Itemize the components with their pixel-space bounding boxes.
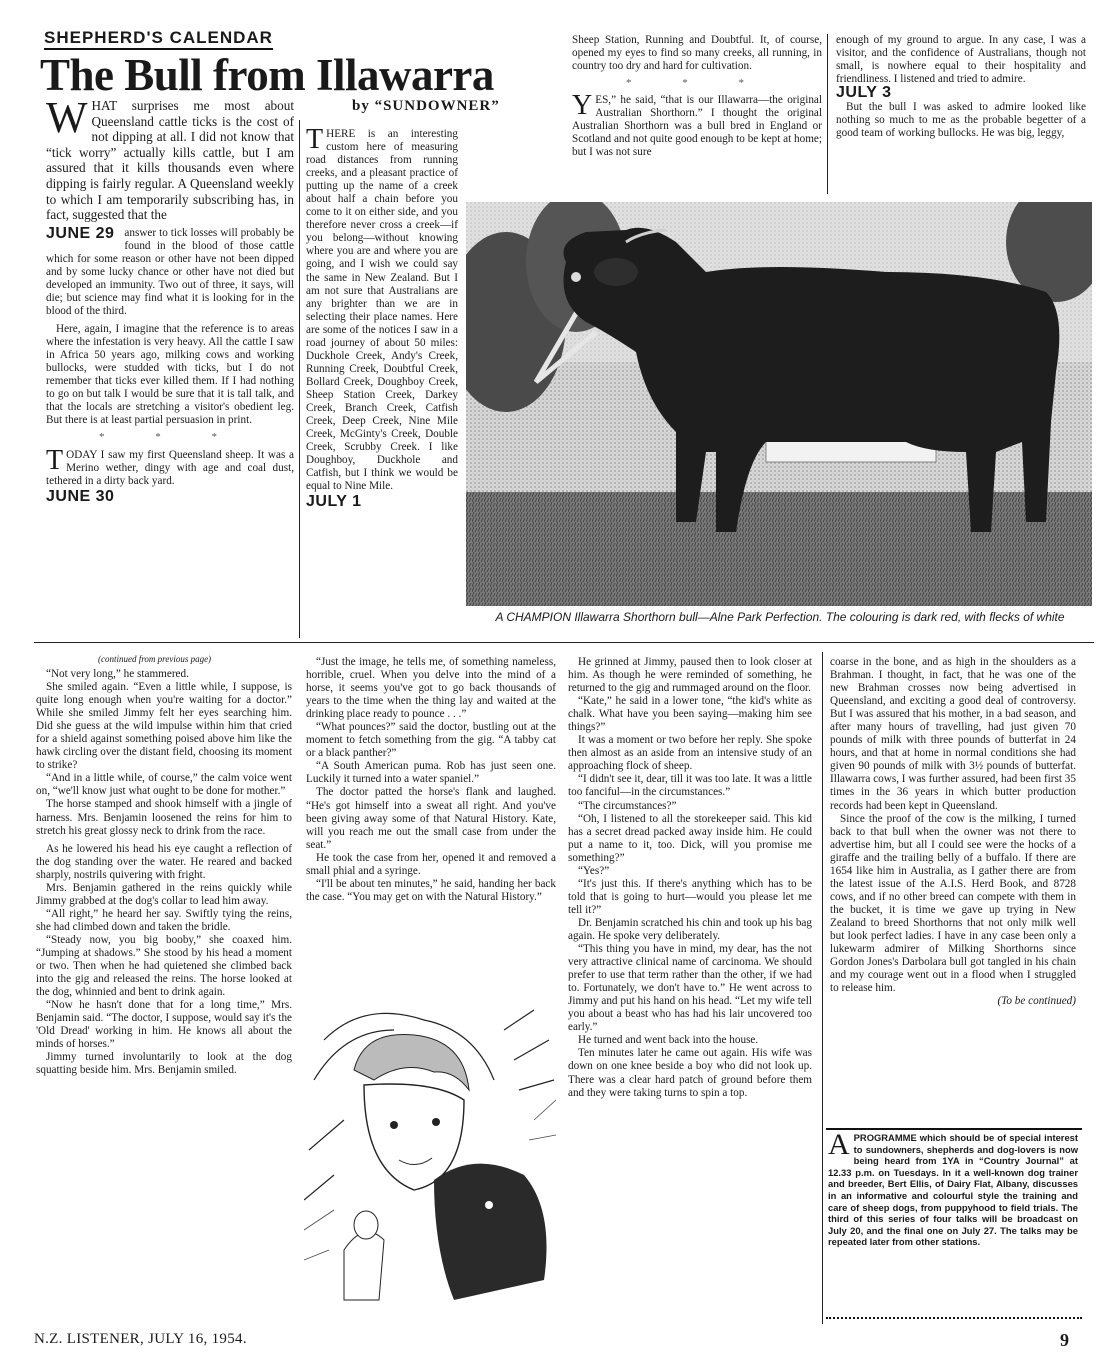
paragraph: enough of my ground to argue. In any case, I was a visitor, and the confidence of Australians, though not small, is nowhere equal to their hospitality and friendliness. I listened and tried to admire. — [836, 34, 1086, 86]
column-rule — [827, 34, 828, 194]
programme-promo — [828, 1128, 1078, 1248]
bull-photo — [466, 202, 1092, 606]
paragraph: The doctor patted the horse's flank and laughed. “He's got himself into a sweat all right. And you've been giving away some of that Natural History. Kate, will you reach me out the small case from under the seat.” — [306, 786, 556, 851]
column-rule — [822, 652, 823, 1324]
paragraph: “Now he hasn't done that for a long time,” Mrs. Benjamin said. “The doctor, I suppose, would say it's the 'Old Dread' working in him. He knows all about the minds of horses.” — [36, 999, 292, 1051]
section-divider: * * * — [99, 431, 241, 444]
paragraph: “Oh, I listened to all the storekeeper said. This kid has a secret dread packed away inside him. He could put a name to it, too. Dick, will you promise me something?” — [568, 812, 812, 864]
column-4-continued — [830, 656, 1076, 1008]
paragraph: “And in a little while, of course,” the calm voice went on, “we'll know just what ought to be done for mother.” — [36, 772, 292, 798]
paragraph: She smiled again. “Even a little while, I suppose, is quite long enough when you're waiting for a doctor.” While she smiled Jimmy felt her eyes searching him. Did she guess at the wild impulse within him that cried for a shield against something poised above him like the hawk circling over the distant field, choosing its moment to strike? — [36, 681, 292, 772]
drop-cap: Y — [572, 90, 593, 122]
drop-cap: T — [306, 124, 324, 155]
photo-caption: A CHAMPION Illawarra Shorthorn bull—Alne Park Perfection. The colouring is dark red, with flecks of white — [495, 610, 1065, 624]
boy-and-dog-illustration — [304, 1000, 556, 1308]
paragraph: “Steady now, you big booby,” she coaxed him. “Jumping at shadows.” She stood by his head a moment or two. Then when he had quietened she climbed back into the gig and released the reins. The horse looked at the dog, whinnied and bent to drink again. — [36, 933, 292, 999]
paragraph: Here, again, I imagine that the reference is to areas where the infestation is very heavy. All the cattle I saw in Africa 50 years ago, milking cows and working bullocks, were studded with ticks, but I do not remember that ticks ever killed them. If I had nothing to go on but talk I would be sure that it is tall talk, and that the locals are stretching a visitor's obedient leg. But there is at least partial persuasion in print. — [46, 323, 294, 427]
date-heading: JUNE 30 — [46, 487, 115, 505]
story-column-2 — [306, 656, 556, 904]
story-column-1 — [36, 668, 292, 1077]
paragraph: Mrs. Benjamin gathered in the reins quickly while Jimmy grabbed at the dog's collar to lead him away. — [36, 881, 292, 907]
paragraph: As he lowered his head his eye caught a reflection of the dog standing over the water. He reared and backed sharply, nostrils quivering with fright. — [36, 842, 292, 881]
paragraph: “I'll be about ten minutes,” he said, handing her back the case. “You may get on with the Natural History.” — [306, 877, 556, 903]
paragraph: Sheep Station, Running and Doubtful. It, of course, opened my eyes to find so many creeks, all running, in country too dry and hard for cultivation. — [572, 34, 822, 73]
paragraph: Ten minutes later he came out again. His wife was down on one knee beside a boy who did not look up. There was a clear hard patch of ground before them and they were taking turns to spin a top. — [568, 1047, 812, 1099]
column-2 — [306, 124, 458, 511]
drop-cap: W — [46, 93, 88, 142]
paragraph: HERE is an interesting custom here of measuring road distances from running creeks, and a pleasant practice of putting up the name of a creek about half a chain before you come to it on either side, and you therefore never cross a creek—if you belong—without knowing where you are and where you are going, and I wish we could say the same in New Zealand. But I am not sure that Australians are any brighter than we are in selecting their place names. Here are some of the notices I saw in a road journey of about 50 miles: Duckhole Creek, Andy's Creek, Running Creek, Doubtful Creek, Bollard Creek, Doughboy Creek, Sheep Station Creek, Darkey Creek, Branch Creek, Catfish Creek, Deep Creek, Nine Mile Creek, McGinty's Creek, Double Creek, Scrubby Creek. I like Doughboy, Duckhole and Catfish, but I think we would be equal to Nine Mile. — [306, 128, 458, 493]
paragraph: Dr. Benjamin scratched his chin and took up his bag again. He spoke very deliberately. — [568, 916, 812, 942]
paragraph: “Not very long,” he stammered. — [46, 668, 189, 680]
date-heading: JUNE 29 — [46, 224, 115, 242]
paragraph: He took the case from her, opened it and removed a small phial and a syringe. — [306, 851, 556, 877]
illustration-icon — [304, 1000, 556, 1308]
paragraph: Since the proof of the cow is the milking, I turned back to that bull when the owner was not there to advertise him, but all I could see were the hocks of a giraffe and the trailing belly of a buffalo. If there are 1654 like him in Australia, as I gather there are from the latest issue of the A.I.S. Herd Book, and 8728 cows, and if no other breed can compete with them in the bucket, it is time we gave up trying in New Zealand to breed Shorthorns that not only milk well but look perfect ladies. I have in any case been only a lukewarm admirer of Milking Shorthorns since Gordon Jones's Darbolara bull got tangled in his chain and my courage went out in a flood when I struggled to release him. — [830, 812, 1076, 995]
drop-cap: T — [46, 444, 64, 476]
paragraph: coarse in the bone, and as high in the shoulders as a Brahman. I thought, in fact, that he was one of the new Brahman crosses now being advertised in Queensland, and exciting a good deal of controversy. But I was assured that his mother, in a bad season, and after many hours of travelling, had just given 70 pounds of milk with three pounds of butterfat in 24 hours, and that at home in normal conditions she had given 90 pounds of milk with 3½ pounds of butterfat. Illawarra cows, I was further assured, had been first 35 times in the 36 years in which butter production records had been kept in Queensland. — [830, 656, 1076, 812]
date-heading: JULY 1 — [306, 493, 362, 511]
paragraph: “All right,” he heard her say. Swiftly tying the reins, she had climbed down and taken the bridle. — [36, 907, 292, 933]
paragraph: “A South American puma. Rob has just seen one. Luckily it turned into a water spaniel.” — [306, 760, 556, 786]
to-be-continued: (To be continued) — [997, 995, 1076, 1008]
paragraph: answer to tick losses will probably be found in the blood of those cattle which for some reason or other have not been dipped and by some lucky chance or other have not died but developed an immunity. Two out of three, it says, will die; but science may find what it is looking for in the blood of the third. — [46, 226, 294, 318]
column-3 — [572, 34, 822, 159]
section-kicker: SHEPHERD'S CALENDAR — [44, 28, 273, 50]
paragraph: Jimmy turned involuntarily to look at the dog squatting beside him. Mrs. Benjamin smiled. — [36, 1051, 292, 1077]
paragraph: ODAY I saw my first Queensland sheep. It was a Merino wether, dingy with age and coal dust, tethered in a dirty back yard. — [46, 448, 294, 487]
promo-bottom-border — [826, 1317, 1082, 1319]
paragraph: “This thing you have in mind, my dear, has the not very attractive clinical name of carcinoma. We should prefer to use that term rather than the other, if we had to. Fortunately, we don't have to.” He went across to Jimmy and put his hand on his head. “Let my wife tell you about a beast who has had his lair uncovered too early.” — [568, 943, 812, 1034]
paragraph: “I didn't see it, dear, till it was too late. It was a little too fanciful—in the circumstances.” — [568, 773, 812, 799]
divider-rule — [34, 642, 1094, 643]
paragraph: “Just the image, he tells me, of something nameless, horrible, cruel. When you delve into the mind of a horse, it seems you've got to go back thousands of years to the time when the thing lay and waited at the drinking place ready to pounce . . .” — [306, 656, 556, 721]
section-divider: * * * — [626, 77, 768, 90]
bull-image-icon — [466, 202, 1092, 606]
paragraph: “The circumstances?” — [578, 799, 677, 812]
byline: by “SUNDOWNER” — [352, 98, 500, 114]
paragraph: He turned and went back into the house. — [578, 1034, 759, 1047]
column-4 — [836, 34, 1086, 140]
footer-publication: N.Z. LISTENER, JULY 16, 1954. — [34, 1331, 247, 1347]
paragraph: The horse stamped and shook himself with a jingle of harness. Mrs. Benjamin loosened the reins for him to stretch his great glossy neck to drink from the race. — [36, 798, 292, 837]
paragraph: He grinned at Jimmy, paused then to look closer at him. As though he were reminded of something, he returned to the gig and rummaged around on the floor. — [568, 656, 812, 695]
paragraph: “Yes?” — [578, 864, 610, 877]
paragraph: “Kate,” he said in a lower tone, “the kid's white as chalk. What have you been saying—making him see things?” — [568, 695, 812, 734]
column-1 — [46, 93, 294, 505]
continued-note: (continued from previous page) — [98, 654, 212, 664]
paragraph: It was a moment or two before her reply. She spoke then almost as an aside from an intensive study of an approaching flock of sheep. — [568, 734, 812, 773]
paragraph: But the bull I was asked to admire looked like nothing so much to me as the probable begetter of a good team of working bullocks. He was big, leggy, — [836, 101, 1086, 140]
promo-text: PROGRAMME which should be of special interest to sundowners, shepherds and dog-lovers is now being heard from 1YA in “Country Journal” at 12.33 p.m. on Tuesdays. In it a well-known dog trainer and breeder, Bert Ellis, of Dairy Flat, Albany, discusses in an informative and colourful style the training and care of sheep dogs, from puppyhood to field trials. The third of this series of four talks will be broadcast on July 20, and the final one on July 27. The talks may be repeated later from other stations. — [828, 1132, 1078, 1248]
paragraph: HAT surprises me most about Queensland cattle ticks is the cost of not dipping at all. I did not know that “tick worry” actually kills cattle, but I am assured that it kills thousands even where dipping is fairly regular. A Queensland weekly to which I am temporarily subscribing has, in fact, suggested that the — [46, 98, 294, 223]
page-number: 9 — [1060, 1330, 1069, 1350]
promo-top-border — [826, 1128, 1082, 1130]
date-heading: JULY 3 — [836, 84, 892, 102]
column-rule — [299, 120, 300, 638]
promo-initial: A — [828, 1128, 850, 1161]
story-column-3 — [568, 656, 812, 1100]
paragraph: “What pounces?” said the doctor, bustling out at the moment to fetch something from the gig. “A tabby cat or a black panther?” — [306, 721, 556, 760]
article-title: The Bull from Illawarra — [40, 50, 494, 100]
paragraph: “It's just this. If there's anything which has to be told that is going to hurt—would you please let me tell it?” — [568, 877, 812, 916]
paragraph: ES,” he said, “that is our Illawarra—the original Australian Shorthorn.” I thought the original Australian Shorthorn was a bull bred in England or Scotland and not quite good enough to be kept at home; but I was not sure — [572, 94, 822, 159]
